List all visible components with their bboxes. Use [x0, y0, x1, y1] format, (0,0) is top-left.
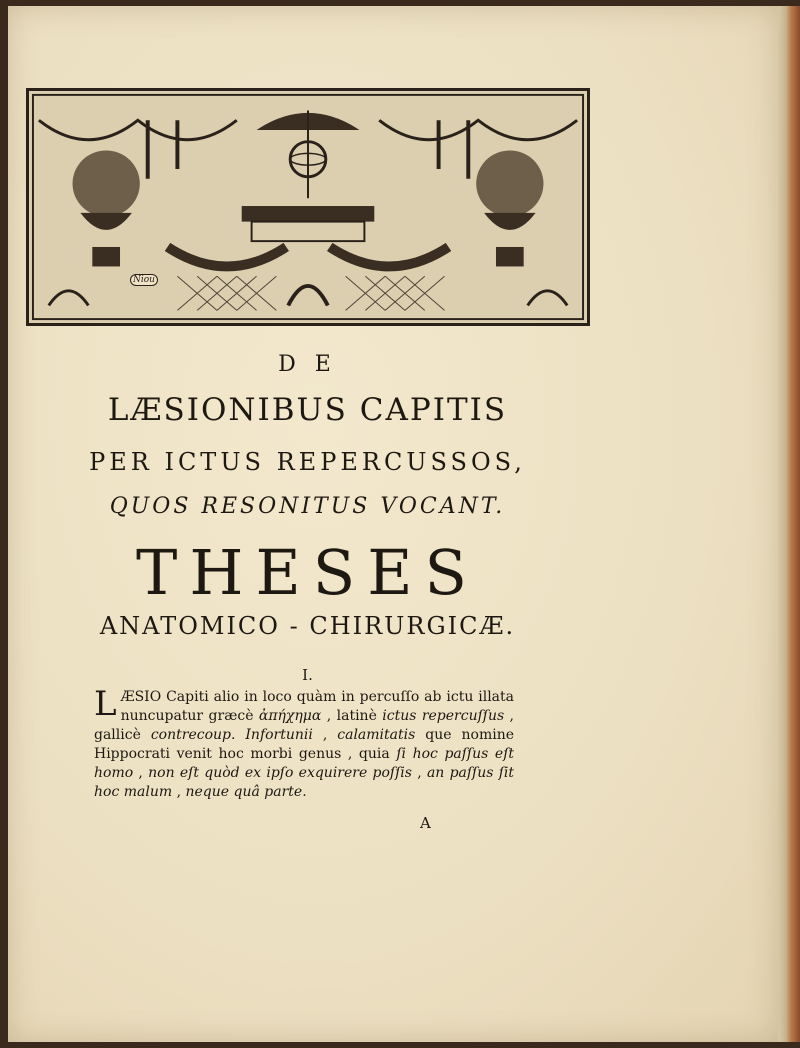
text-run: que nomine Hippocrati venit hoc morbi genus , quia — [94, 727, 514, 762]
engraved-vignette — [26, 88, 590, 326]
text-run: , — [133, 765, 149, 781]
text-run: , — [172, 784, 186, 800]
text-run: , — [312, 727, 338, 743]
italic-run: ſi hoc paſſus eſt homo — [94, 746, 514, 781]
opening-paragraph — [94, 684, 515, 802]
title-quos: QUOS RESONITUS VOCANT. — [109, 494, 506, 519]
italic-run: ictus repercuſſus — [382, 708, 505, 724]
title-anatomico: ANATOMICO - CHIRURGICÆ. — [99, 612, 516, 640]
italic-run: contrecoup. Infortunii — [150, 727, 313, 743]
signature-mark: A — [420, 814, 431, 832]
section-number: I. — [302, 666, 313, 684]
text-run: , latinè — [321, 708, 383, 724]
text-run: ÆSIO Capiti alio in loco quàm in percuſſo ab ictu illata nuncupatur græcè — [120, 689, 514, 724]
text-run: , — [411, 765, 427, 781]
engraver-signature: Niou — [130, 274, 158, 286]
italic-run: calamitatis — [337, 727, 416, 743]
italic-run: an paſſus ſit hoc malum — [94, 765, 514, 800]
page-edge — [778, 6, 800, 1042]
italic-run: neque quâ parte. — [185, 784, 307, 800]
text-run: , gallicè — [94, 708, 515, 743]
title-per: PER ICTUS REPERCUSSOS, — [89, 448, 526, 476]
title-de: D E — [278, 352, 337, 377]
title-theses: THESES — [136, 536, 479, 609]
vignette-ornament — [29, 91, 587, 323]
greek-term: ἀπήχημα — [258, 708, 322, 724]
drop-capital: L — [94, 684, 117, 724]
title-main: LÆSIONIBUS CAPITIS — [107, 392, 508, 428]
italic-run: non eſt quòd ex ipſo exquirere poſſis — [148, 765, 412, 781]
